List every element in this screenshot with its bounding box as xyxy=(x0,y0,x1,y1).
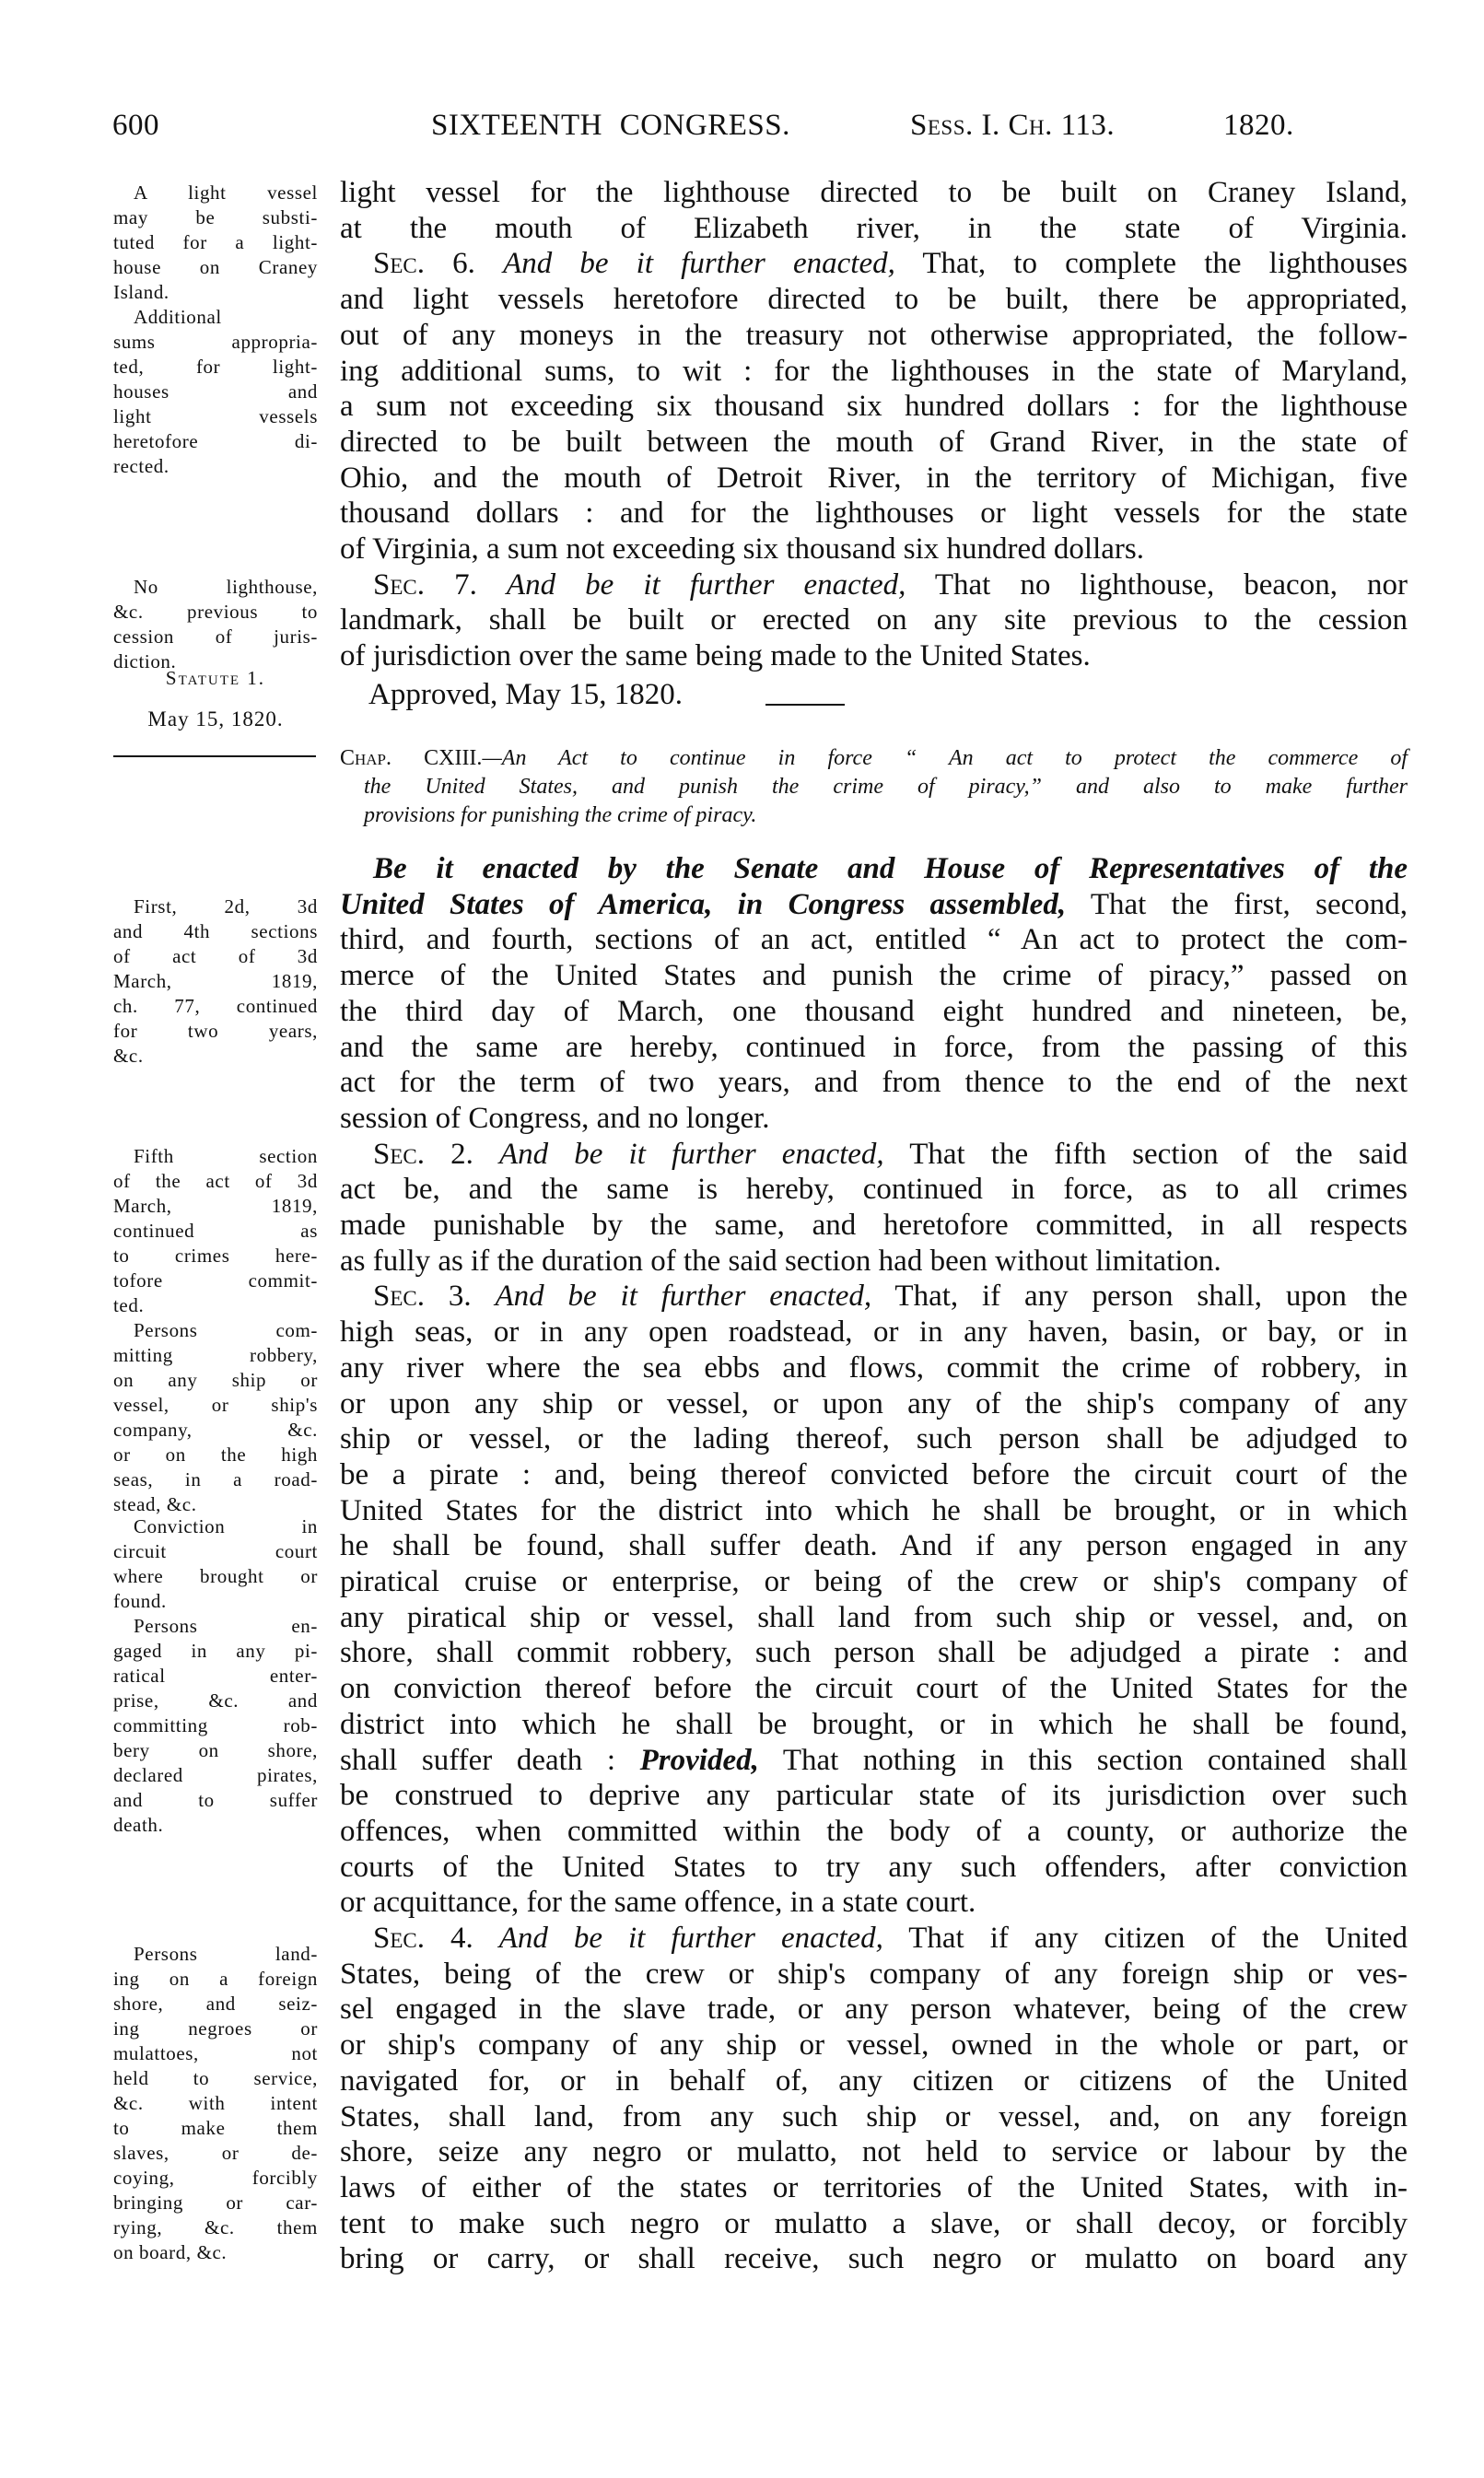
margin-note xyxy=(113,575,318,674)
text-run: merce of the United States and punish the crime of piracy,” passed on xyxy=(340,959,1408,993)
statute-label: Statute 1. xyxy=(165,667,266,689)
text-run: That nothing in this section contained shall xyxy=(758,1743,1408,1777)
margin-note-line: &c. previous to xyxy=(113,601,318,623)
body-text-line xyxy=(340,1386,1408,1422)
body-text-line xyxy=(340,2134,1408,2170)
margin-note-line: mitting robbery, xyxy=(113,1344,318,1366)
emphasis-phrase: Provided, xyxy=(639,1743,759,1777)
text-run: navigated for, or in behalf of, any citizen or citizens of the United xyxy=(340,2063,1408,2098)
body-text-line xyxy=(340,2028,1408,2063)
margin-note-line: to make them xyxy=(113,2117,318,2139)
approved-date: Approved, May 15, 1820. xyxy=(368,678,683,711)
body-text-line xyxy=(340,211,1408,247)
text-run: United States for the district into which he shall be brought, or in which xyxy=(340,1493,1408,1527)
body-text-line xyxy=(340,994,1408,1030)
text-run: as fully as if the duration of the said section had been without limitation. xyxy=(340,1244,1221,1278)
margin-note-line: committing rob- xyxy=(113,1714,318,1736)
body-text-line xyxy=(340,2241,1408,2277)
text-run: or upon any ship or vessel, or upon any of the ship's company of any xyxy=(340,1386,1408,1420)
margin-note-line: of act of 3d xyxy=(113,945,318,967)
text-run: of jurisdiction over the same being made to the United States. xyxy=(340,639,1091,673)
enacting-phrase: And be it further enacted, xyxy=(498,1922,883,1955)
body-text-line xyxy=(340,1315,1408,1350)
text-run: offences, when committed within the body of a county, or authorize the xyxy=(340,1814,1408,1848)
text-run: shore, seize any negro or mulatto, not held to service or labour by the xyxy=(340,2135,1408,2169)
margin-note-line: held to service, xyxy=(113,2067,318,2089)
margin-note-line: First, 2d, 3d xyxy=(134,895,318,918)
margin-note-line: Island. xyxy=(113,281,169,303)
approved-rule-divider xyxy=(765,704,845,706)
margin-note-line: tuted for a light- xyxy=(113,231,318,253)
text-run: light vessel for the lighthouse directed to be built on Craney Island, xyxy=(340,176,1408,209)
margin-note-line: &c. with intent xyxy=(113,2092,318,2114)
body-text-line xyxy=(340,567,1408,603)
emphasis-phrase: Be it enacted by the Senate and House of Representatives of the xyxy=(373,852,1408,885)
date-rule-divider xyxy=(113,755,316,757)
body-text-line xyxy=(340,1350,1408,1386)
margin-note-line: for two years, xyxy=(113,1020,318,1042)
text-run xyxy=(477,568,507,602)
margin-note-line: Fifth section xyxy=(134,1145,318,1167)
section-label: Sec. 2. xyxy=(373,1137,473,1171)
margin-note-line: No lighthouse, xyxy=(134,576,318,598)
margin-note-line: ted, for light- xyxy=(113,356,318,378)
margin-note xyxy=(113,305,318,479)
body-text-line xyxy=(340,1885,1408,1921)
text-run: any piratical ship or vessel, shall land from such ship or vessel, and, on xyxy=(340,1600,1408,1634)
body-text-line xyxy=(340,1172,1408,1208)
margin-note-line: seas, in a road- xyxy=(113,1468,318,1490)
margin-note-line: where brought or xyxy=(113,1565,318,1587)
body-text-line xyxy=(340,1279,1408,1315)
page-number: 600 xyxy=(112,109,159,142)
margin-note-line: rying, &c. them xyxy=(113,2216,318,2238)
margin-note-line: ing on a foreign xyxy=(113,1968,318,1990)
margin-note-line: company, &c. xyxy=(113,1419,318,1441)
body-text-line xyxy=(340,958,1408,994)
body-text-line xyxy=(340,1921,1408,1957)
margin-note xyxy=(113,1144,318,1318)
margin-note-line: heretofore di- xyxy=(113,430,318,452)
chapter-title-line: provisions for punishing the crime of piracy. xyxy=(364,803,757,827)
text-run: shall suffer death : xyxy=(340,1743,640,1777)
body-text-line xyxy=(340,887,1408,923)
text-run: That the first, second, xyxy=(1066,887,1408,921)
body-text-line xyxy=(340,2170,1408,2206)
text-run: session of Congress, and no longer. xyxy=(340,1101,770,1135)
text-run: made punishable by the same, and heretofore committed, in all respects xyxy=(340,1209,1408,1242)
margin-note-line: &c. xyxy=(113,1045,144,1067)
text-run: and the same are hereby, continued in force, from the passing of this xyxy=(340,1030,1408,1064)
body-text-line xyxy=(340,1457,1408,1493)
text-run: and light vessels heretofore directed to be built, there be appropriated, xyxy=(340,283,1408,317)
text-run: out of any moneys in the treasury not otherwise appropriated, the follow- xyxy=(340,318,1408,352)
margin-note-line: gaged in any pi- xyxy=(113,1640,318,1662)
body-text-line xyxy=(340,2099,1408,2135)
text-run: he shall be found, shall suffer death. And if any person engaged in any xyxy=(340,1529,1408,1563)
margin-note-line: circuit court xyxy=(113,1540,318,1562)
text-run: any river where the sea ebbs and flows, commit the crime of robbery, in xyxy=(340,1350,1408,1385)
margin-note-line: light vessels xyxy=(113,405,318,427)
text-run: shore, shall commit robbery, such person shall be adjudged a pirate : and xyxy=(340,1636,1408,1670)
chapter-title-line: the United States, and punish the crime of piracy,” and also to make further xyxy=(364,775,1408,799)
text-run: ing additional sums, to wit : for the lighthouses in the state of Maryland, xyxy=(340,354,1408,388)
body-text-line xyxy=(340,282,1408,318)
margin-note-line: bringing or car- xyxy=(113,2192,318,2214)
text-run: at the mouth of Elizabeth river, in the state of Virginia. xyxy=(340,211,1408,245)
body-text-line xyxy=(340,1743,1408,1779)
enacting-phrase: And be it further enacted, xyxy=(503,247,895,281)
body-text-line xyxy=(340,1030,1408,1066)
body-text-line xyxy=(340,638,1408,674)
text-run: the third day of March, one thousand eight hundred and nineteen, be, xyxy=(340,994,1408,1028)
margin-note-line: ted. xyxy=(113,1294,145,1316)
session-chapter: Sess. I. Ch. 113. xyxy=(910,109,1116,142)
margin-note-line: cession of juris- xyxy=(113,625,318,648)
body-text-line xyxy=(340,602,1408,638)
enacting-phrase: And be it further enacted, xyxy=(495,1280,872,1314)
text-run: That the fifth section of the said xyxy=(883,1137,1408,1171)
margin-note-line: coying, forcibly xyxy=(113,2167,318,2189)
margin-note-line: A light vessel xyxy=(134,181,318,204)
text-run: Ohio, and the mouth of Detroit River, in the territory of Michigan, five xyxy=(340,461,1408,495)
margin-note-line: mulattoes, not xyxy=(113,2042,318,2064)
margin-note-line: house on Craney xyxy=(113,256,318,278)
section-label: Sec. 6. xyxy=(373,247,475,281)
text-run: ship or vessel, or the lading thereof, such person shall be adjudged to xyxy=(340,1422,1408,1456)
margin-note-line: continued as xyxy=(113,1220,318,1242)
text-run: or ship's company of any ship or vessel, owned in the whole or part, or xyxy=(340,2028,1408,2063)
margin-note xyxy=(113,894,318,1069)
text-run: third, and fourth, sections of an act, entitled “ An act to protect the com- xyxy=(340,923,1408,957)
text-run: landmark, shall be built or erected on any site previous to the cession xyxy=(340,603,1408,637)
margin-note xyxy=(113,1514,318,1614)
body-text-line xyxy=(340,461,1408,497)
text-run: directed to be built between the mouth of Grand River, in the state of xyxy=(340,425,1408,459)
header-year: 1820. xyxy=(1223,109,1294,142)
body-text-line xyxy=(340,1421,1408,1457)
body-text-line xyxy=(340,532,1408,567)
text-run: laws of either of the states or territories of the United States, with in- xyxy=(340,2170,1408,2204)
body-text-line xyxy=(340,1244,1408,1280)
margin-note-line: vessel, or ship's xyxy=(113,1394,318,1416)
margin-note-line: stead, &c. xyxy=(113,1493,197,1515)
body-text-line xyxy=(340,2206,1408,2242)
margin-note-line: Persons com- xyxy=(134,1319,318,1341)
text-run: That, to complete the lighthouses xyxy=(894,247,1408,281)
body-text-line xyxy=(340,425,1408,461)
running-title: SIXTEENTH CONGRESS. xyxy=(431,109,790,142)
margin-note-line: Persons en- xyxy=(134,1615,318,1637)
margin-note xyxy=(113,1942,318,2265)
text-run: sel engaged in the slave trade, or any person whatever, being of the crew xyxy=(340,1993,1408,2027)
body-text-line xyxy=(340,1564,1408,1600)
body-text-line xyxy=(340,175,1408,211)
margin-note-line: shore, and seiz- xyxy=(113,1993,318,2015)
margin-note-line: of the act of 3d xyxy=(113,1170,318,1192)
chapter-title-line: —An Act to continue in force “ An act to protect the commerce of xyxy=(482,746,1408,770)
text-run: act be, and the same is hereby, continued in force, as to all crimes xyxy=(340,1173,1408,1207)
margin-note-line: sums appropria- xyxy=(113,331,318,353)
margin-note-line: on board, &c. xyxy=(113,2241,228,2263)
statute-date: May 15, 1820. xyxy=(147,707,284,731)
margin-note-line: Persons land- xyxy=(134,1943,318,1965)
margin-note-line: ch. 77, continued xyxy=(113,995,318,1017)
body-text-line xyxy=(340,1528,1408,1564)
body-text-line xyxy=(340,1137,1408,1173)
chapter-heading xyxy=(340,744,1408,830)
margin-note-line: houses and xyxy=(113,380,318,403)
text-run: on conviction thereof before the circuit court of the United States for the xyxy=(340,1672,1408,1706)
text-run: tent to make such negro or mulatto a slave, or shall decoy, or forcibly xyxy=(340,2206,1408,2240)
body-text-line xyxy=(340,1707,1408,1743)
body-text-line xyxy=(340,496,1408,532)
text-run xyxy=(472,1280,496,1313)
text-run: of Virginia, a sum not exceeding six thousand six hundred dollars. xyxy=(340,532,1145,566)
text-run: bring or carry, or shall receive, such negro or mulatto on board any xyxy=(340,2242,1408,2276)
margin-note-line: on any ship or xyxy=(113,1369,318,1391)
text-run: a sum not exceeding six thousand six hundred dollars : for the lighthouse xyxy=(340,390,1408,424)
margin-note xyxy=(113,1318,318,1517)
enacting-phrase: And be it further enacted, xyxy=(506,567,906,602)
margin-note-line: tofore commit- xyxy=(113,1269,318,1292)
text-run: That no lighthouse, beacon, nor xyxy=(906,567,1408,602)
text-run: That if any citizen of the United xyxy=(882,1922,1408,1955)
text-run: high seas, or in any open roadstead, or in any haven, basin, or bay, or in xyxy=(340,1315,1408,1350)
text-run: be construed to deprive any particular state of its jurisdiction over such xyxy=(340,1779,1408,1813)
body-text-line xyxy=(340,318,1408,354)
margin-note-line: death. xyxy=(113,1814,164,1836)
body-text-line xyxy=(340,246,1408,282)
text-run: be a pirate : and, being thereof convicted before the circuit court of the xyxy=(340,1457,1408,1491)
margin-note-line: rected. xyxy=(113,455,169,477)
text-run: States, being of the crew or ship's company of any foreign ship or ves- xyxy=(340,1957,1408,1991)
body-text-line xyxy=(340,1814,1408,1850)
text-run xyxy=(473,1922,499,1955)
margin-note-line: and 4th sections xyxy=(113,920,318,942)
emphasis-phrase: United States of America, in Congress assembled, xyxy=(340,887,1067,921)
body-text-line xyxy=(340,2063,1408,2099)
margin-note-line: Additional xyxy=(134,306,222,328)
body-text-line xyxy=(340,1065,1408,1101)
margin-note-line: diction. xyxy=(113,650,177,672)
margin-note-line: to crimes here- xyxy=(113,1245,318,1267)
body-text-line xyxy=(340,1635,1408,1671)
body-text-line xyxy=(340,1957,1408,1993)
margin-note-line: ratical enter- xyxy=(113,1665,318,1687)
body-text-line xyxy=(340,1208,1408,1244)
margin-note-line: bery on shore, xyxy=(113,1739,318,1761)
margin-note-line: or on the high xyxy=(113,1444,318,1466)
body-text-line xyxy=(340,1850,1408,1886)
body-text-line xyxy=(340,1778,1408,1814)
text-run: thousand dollars : and for the lighthouses or light vessels for the state xyxy=(340,497,1408,531)
enacting-phrase: And be it further enacted, xyxy=(499,1137,884,1171)
text-run: courts of the United States to try any such offenders, after conviction xyxy=(340,1850,1408,1884)
margin-note-line: declared pirates, xyxy=(113,1764,318,1786)
margin-note-line: found. xyxy=(113,1590,167,1612)
text-run: States, shall land, from any such ship or vessel, and, on any foreign xyxy=(340,2099,1408,2133)
body-text-line xyxy=(340,389,1408,425)
text-run xyxy=(475,247,503,280)
margin-note-line: prise, &c. and xyxy=(113,1689,318,1712)
body-text-line xyxy=(340,922,1408,958)
section-label: Sec. 3. xyxy=(373,1280,472,1314)
margin-note-line: may be substi- xyxy=(113,206,318,228)
text-run: That, if any person shall, upon the xyxy=(871,1280,1408,1314)
margin-note-line: March, 1819, xyxy=(113,970,318,992)
margin-note xyxy=(113,181,318,305)
text-run: act for the term of two years, and from thence to the end of the next xyxy=(340,1066,1408,1100)
text-run: or acquittance, for the same offence, in a state court. xyxy=(340,1886,976,1920)
section-label: Sec. 7. xyxy=(373,567,477,602)
margin-note-line: March, 1819, xyxy=(113,1195,318,1217)
body-text-line xyxy=(340,1101,1408,1137)
margin-note-line: Conviction in xyxy=(134,1515,318,1537)
body-text-line xyxy=(340,1493,1408,1529)
margin-note-line: slaves, or de- xyxy=(113,2142,318,2164)
body-text-line xyxy=(340,1600,1408,1636)
body-text-line xyxy=(340,1671,1408,1707)
text-run: piratical cruise or enterprise, or being of the crew or ship's company of xyxy=(340,1565,1408,1598)
body-text-line xyxy=(340,1992,1408,2028)
body-text-line xyxy=(340,354,1408,390)
margin-note-line: ing negroes or xyxy=(113,2017,318,2040)
chapter-number: Chap. CXIII. xyxy=(340,746,483,770)
text-run xyxy=(473,1138,499,1171)
margin-note-line: and to suffer xyxy=(113,1789,318,1811)
margin-note xyxy=(113,1614,318,1838)
text-run: district into which he shall be brought, or in which he shall be found, xyxy=(340,1707,1408,1741)
body-text-line xyxy=(340,851,1408,887)
section-label: Sec. 4. xyxy=(373,1922,473,1955)
